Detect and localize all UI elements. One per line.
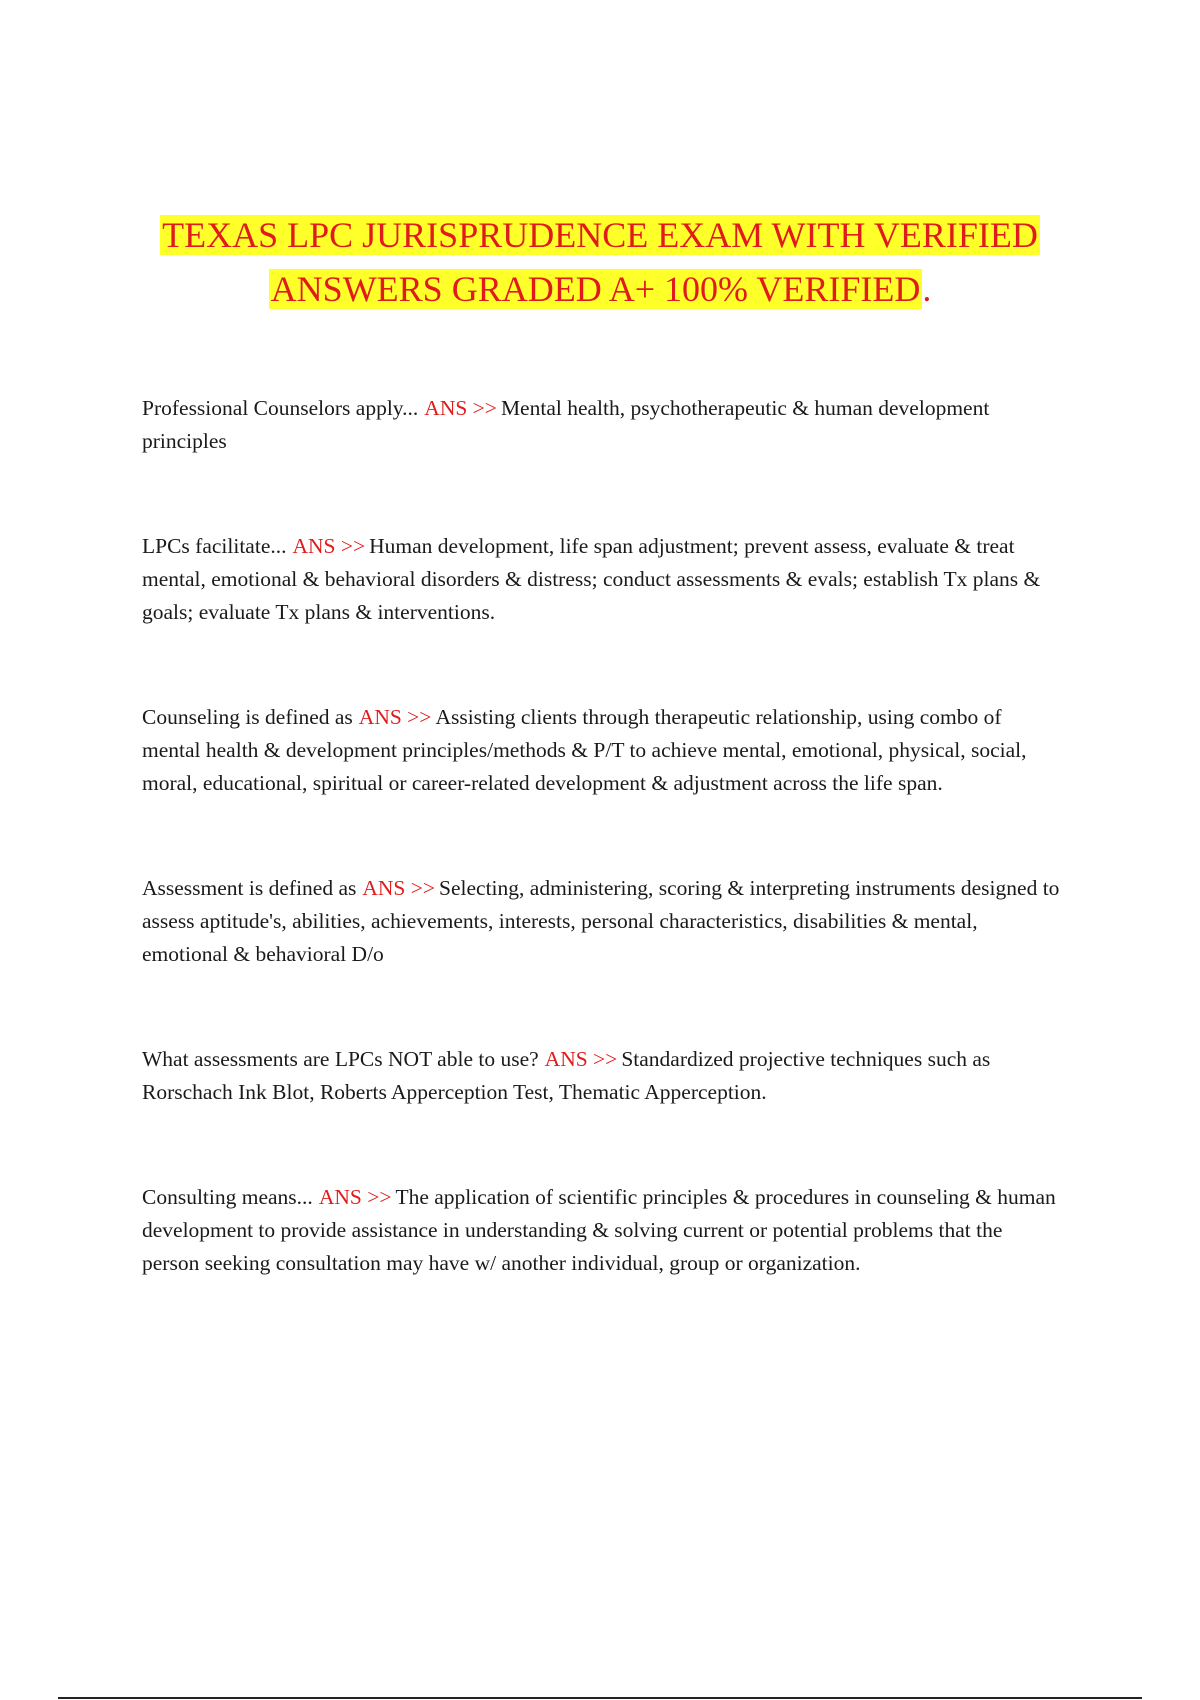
title-highlight-1: TEXAS LPC JURISPRUDENCE EXAM WITH VERIFIED	[162, 215, 1038, 255]
ans-marker: ANS >>	[544, 1047, 618, 1071]
qa-item	[142, 1181, 1062, 1280]
qa-answer: Human development, life span adjustment; prevent assess, evaluate & treat mental, emotional & behavioral disorders & distress; conduct assessments & evals; establish Tx plans & goals; evaluate Tx plans & interventions.	[142, 534, 1041, 624]
qa-question: Consulting means...	[142, 1185, 313, 1209]
ans-marker: ANS >>	[424, 396, 497, 420]
title-line-2	[0, 262, 1200, 316]
qa-answer: Assisting clients through therapeutic relationship, using combo of mental health & development principles/methods & P/T to achieve mental, emotional, physical, social, moral, educational, spiritual or career-related development & adjustment across the life span.	[142, 705, 1027, 795]
qa-answer: Selecting, administering, scoring & interpreting instruments designed to assess aptitude's, abilities, achievements, interests, personal characteristics, disabilities & mental, emotional & behavioral D/o	[142, 876, 1060, 966]
title-line-1	[0, 208, 1200, 262]
qa-item	[142, 872, 1062, 971]
qa-item	[142, 1043, 1062, 1109]
qa-item	[142, 392, 1062, 458]
qa-question: Professional Counselors apply...	[142, 396, 419, 420]
ans-marker: ANS >>	[362, 876, 436, 900]
ans-marker: ANS >>	[318, 1185, 392, 1209]
ans-marker: ANS >>	[358, 705, 432, 729]
qa-question: LPCs facilitate...	[142, 534, 287, 558]
qa-question: Counseling is defined as	[142, 705, 353, 729]
qa-answer: The application of scientific principles & procedures in counseling & human development to provide assistance in understanding & solving current or potential problems that the person seeking consultation may have w/ another individual, group or organization.	[142, 1185, 1056, 1275]
ans-marker: ANS >>	[292, 534, 366, 558]
qa-item	[142, 701, 1062, 800]
title-period: .	[922, 269, 932, 309]
qa-question: Assessment is defined as	[142, 876, 357, 900]
qa-answer: Standardized projective techniques such as Rorschach Ink Blot, Roberts Apperception Test, Thematic Apperception.	[142, 1047, 991, 1104]
document-title	[0, 208, 1200, 316]
qa-question: What assessments are LPCs NOT able to use?	[142, 1047, 539, 1071]
page-bottom-divider	[58, 1697, 1142, 1699]
qa-list	[142, 392, 1062, 1280]
qa-item	[142, 530, 1062, 629]
title-highlight-2: ANSWERS GRADED A+ 100% VERIFIED	[270, 269, 921, 309]
qa-answer: Mental health, psychotherapeutic & human development principles	[142, 396, 990, 453]
